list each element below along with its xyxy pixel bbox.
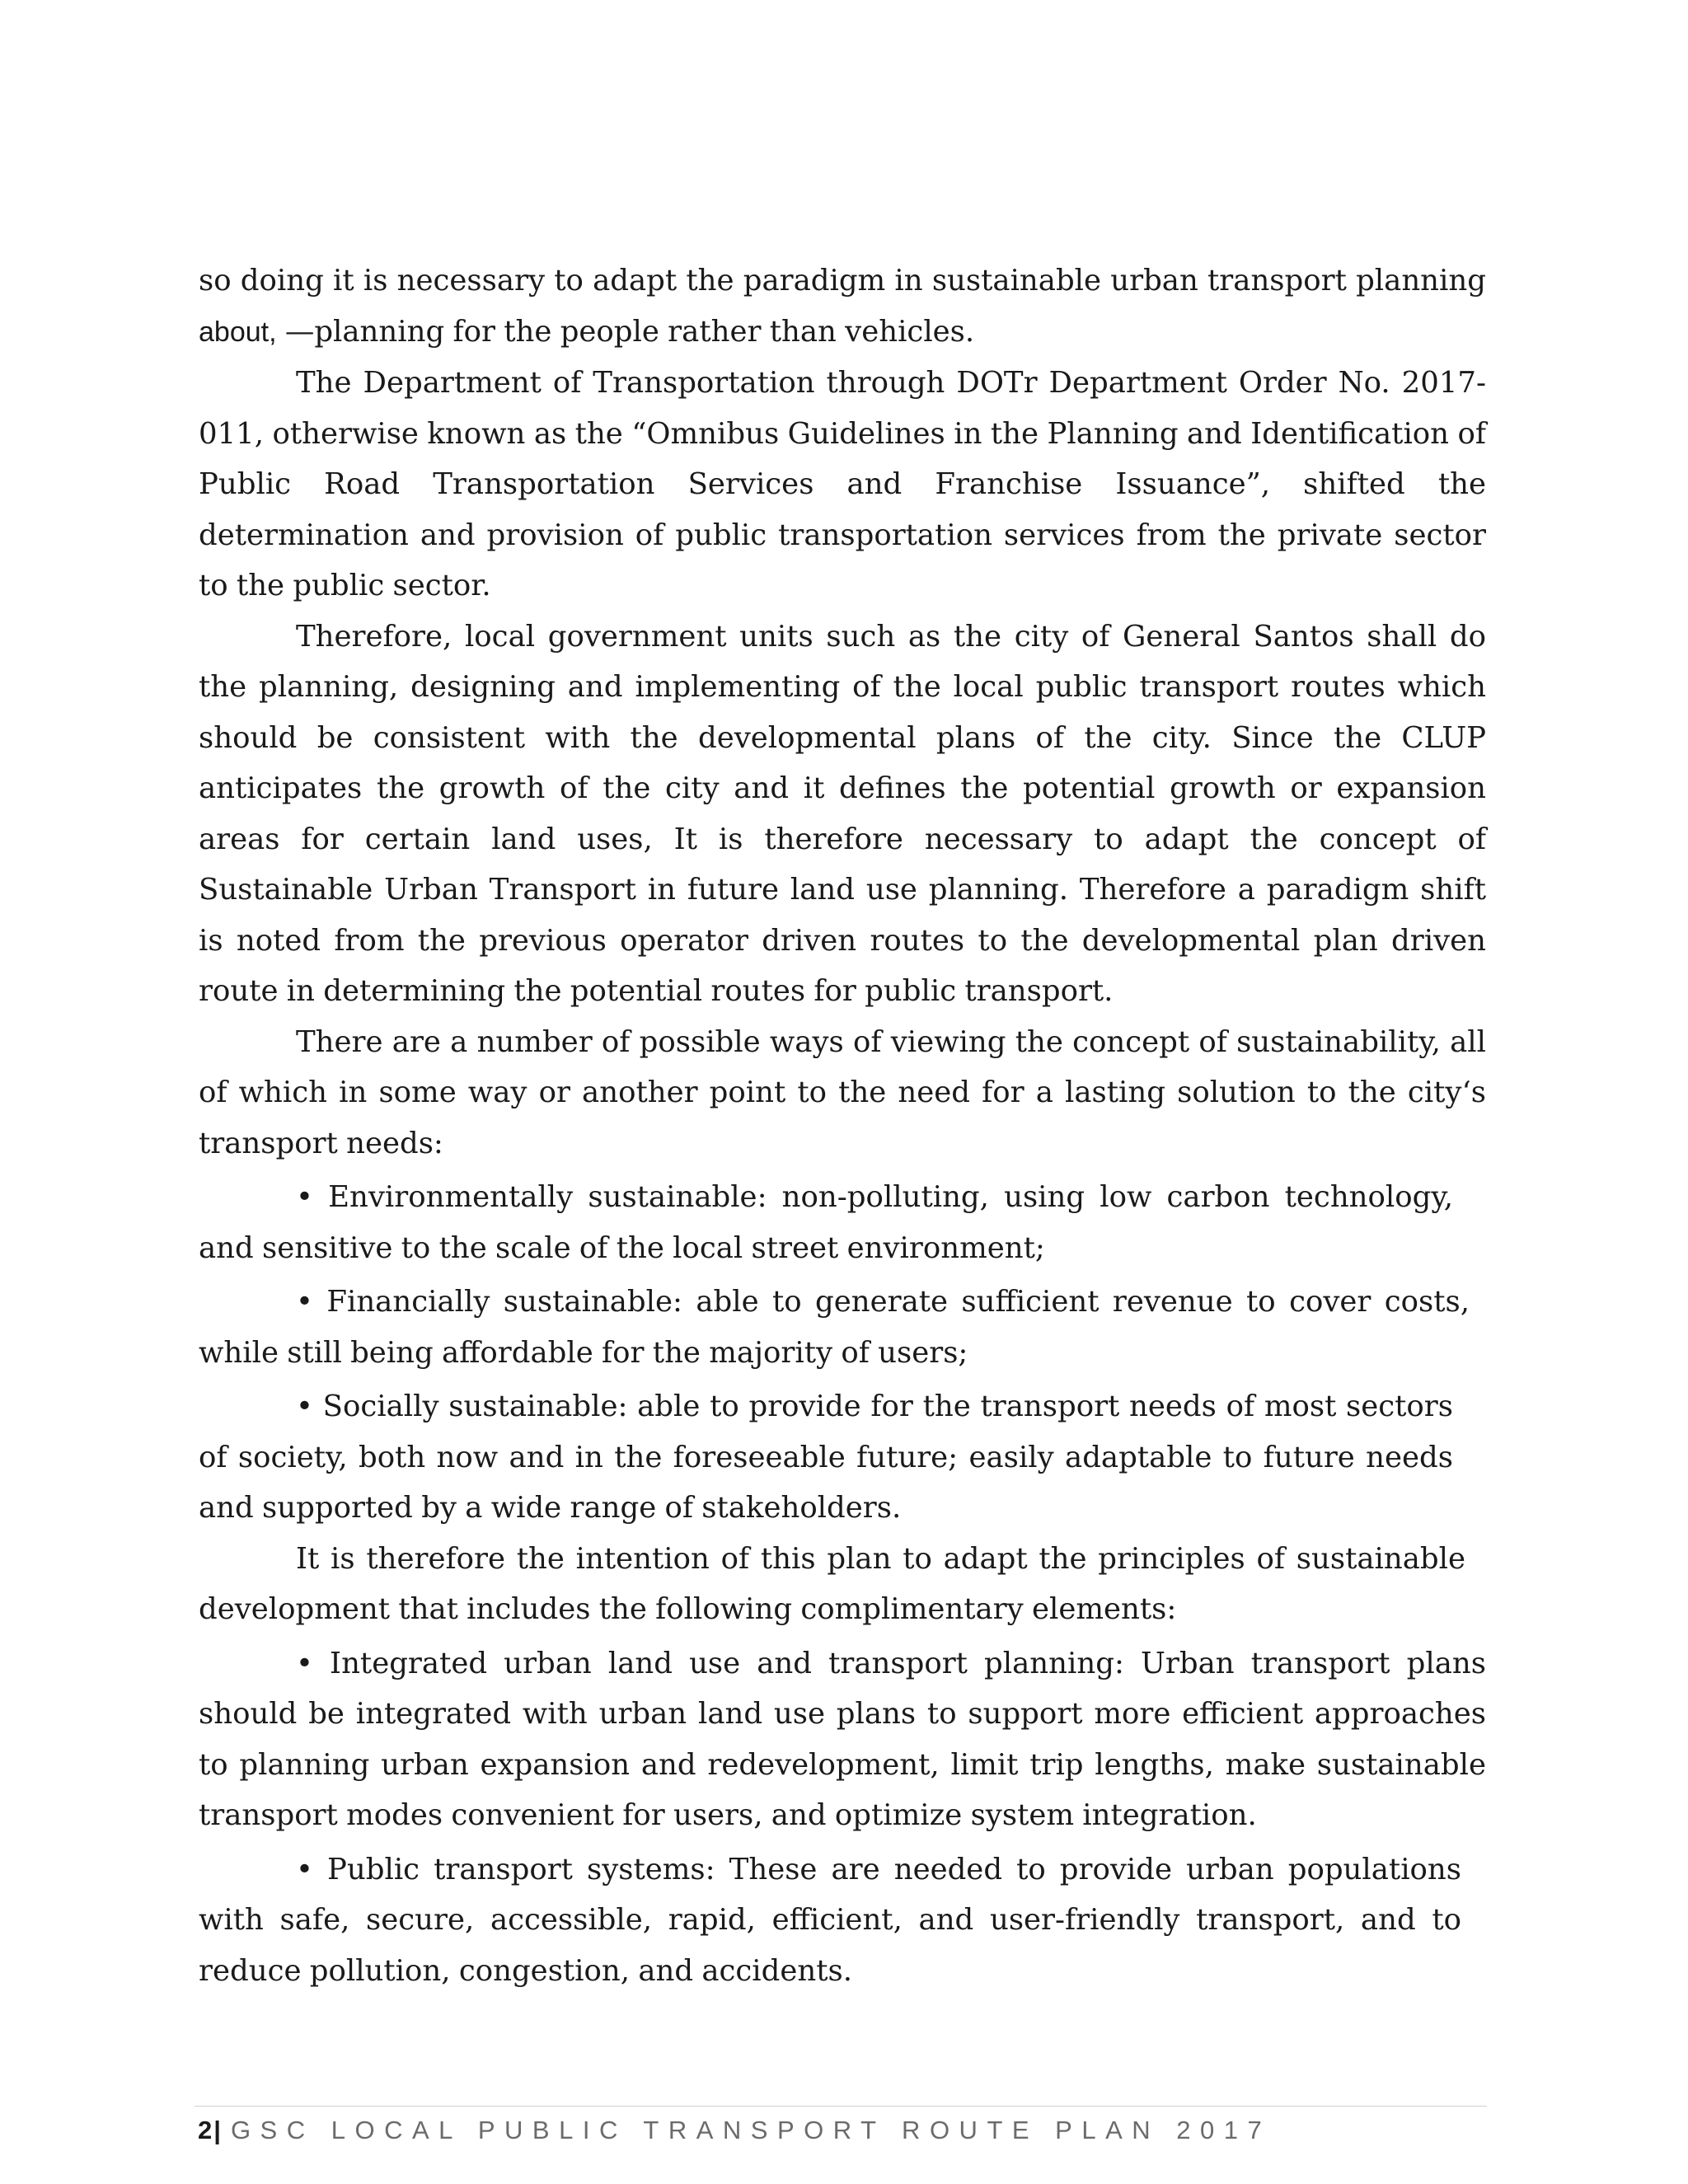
paragraph-lgu-planning: Therefore, local government units such as the city of General Santos shall do the planning, designing and implementing of the local public transport routes which should be consistent with the developmental plans of the city. Since the CLUP anticipates the growth of the city and it defines the potential growth or expansion areas for certain land uses, It is therefore necessary to adapt the concept of Sustainable Urban Transport in future land use planning. Therefore a paradigm shift is noted from the previous operator driven routes to the developmental plan driven route in determining the potential routes for public transport. (199, 619, 1486, 1008)
paragraph-lead: so doing it is necessary to adapt the paradigm in sustainable urban transport planning (199, 264, 1486, 298)
bullet-public-transport-systems: • Public transport systems: These are needed to provide urban populations with safe, secure, accessible, rapid, efficient, and user-friendly transport, and to reduce pollution, congestion, and accidents. (199, 1852, 1461, 1988)
paragraph-tail: —planning for the people rather than vehicles. (276, 314, 975, 349)
footer-separator: | (213, 2116, 221, 2144)
page-footer (198, 2111, 1271, 2149)
paragraph-plan-intention: It is therefore the intention of this plan to adapt the principles of sustainable development that includes the following complimentary elements: (199, 1541, 1465, 1626)
footer-title: GSC LOCAL PUBLIC TRANSPORT ROUTE PLAN 2017 (230, 2116, 1272, 2144)
page-number: 2 (198, 2116, 214, 2144)
footer-divider (195, 2106, 1487, 2107)
paragraph-continuation (199, 255, 1486, 358)
bullet-socially-sustainable: • Socially sustainable: able to provide for the transport needs of most sectors of society, both now and in the foreseeable future; easily adaptable to future needs and supported by a wide range of stakeholders. (199, 1390, 1453, 1525)
paragraph-inline-word: about, (199, 316, 277, 348)
bullet-environmentally-sustainable: • Environmentally sustainable: non-polluting, using low carbon technology, and sensitive to the scale of the local street environment; (199, 1180, 1453, 1265)
paragraph-sustainability-intro: There are a number of possible ways of viewing the concept of sustainability, all of which in some way or another point to the need for a lasting solution to the city‘s transport needs: (199, 1024, 1486, 1160)
bullet-integrated-land-use: • Integrated urban land use and transport planning: Urban transport plans should be integrated with urban land use plans to support more efficient approaches to planning urban expansion and redevelopment, limit trip lengths, make sustainable transport modes convenient for users, and optimize system integration. (199, 1646, 1486, 1832)
bullet-financially-sustainable: • Financially sustainable: able to generate sufficient revenue to cover costs, while still being affordable for the majority of users; (199, 1285, 1470, 1370)
paragraph-dotr-order: The Department of Transportation through DOTr Department Order No. 2017-011, otherwise known as the “Omnibus Guidelines in the Planning and Identification of Public Road Transportation Services and Franchise Issuance”, shifted the determination and provision of public transportation services from the private sector to the public sector. (199, 366, 1486, 602)
body-text (199, 255, 1486, 1996)
